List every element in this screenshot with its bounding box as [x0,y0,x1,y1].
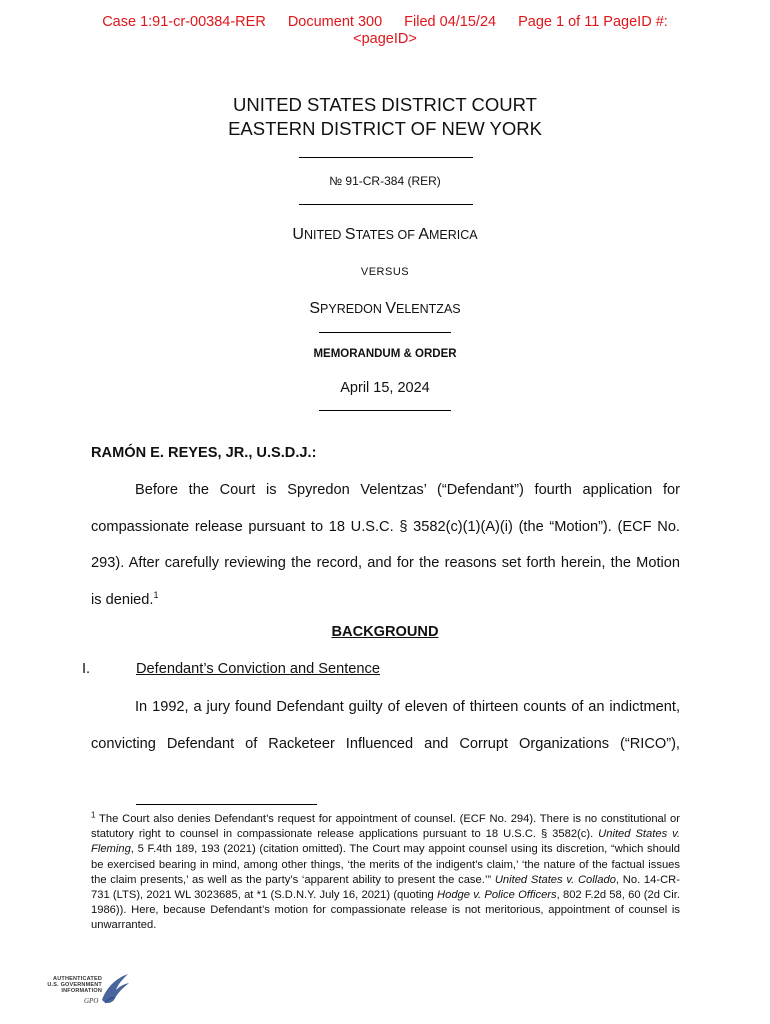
footnote-1: $^1$ The Court also denies Defendant’s request for appointment of counsel. (ECF No. 294). There is no constitutional or statutory right to counsel in compassionate release applications pursuant to 18 U.S.C. § 3582(c). United States v. Fleming, 5 F.4th 189, 193 (2021) (citation omitted). The Court may appoint counsel using its discretion, “which should be exercised bearing in mind, among other things, ‘the merits of the indigent’s claim,’ ‘the nature of the factual issues the claim presents,’ as well as the party’s ‘apparent ability to present the case.’” United States v. Collado, No. 14-CR-731 (LTS), 2021 WL 3023685, at *1 (S.D.N.Y. July 16, 2021) (quoting Hodge v. Police Officers, 802 F.2d 58, 60 (2d Cir. 1986)). Here, because Defendant’s motion for compassionate release is not meritorious, appointment of counsel is unwarranted. [91,810,680,932]
gpo-authentication-seal: AUTHENTICATED U.S. GOVERNMENT INFORMATION GPO [44,968,134,1016]
versus: VERSUS [360,266,410,278]
divider [319,410,451,411]
subsection-number: I. [82,661,91,677]
page-id: <pageID> [353,31,417,47]
filed-date: Filed 04/15/24 [404,14,497,30]
document-number: Document 300 [287,14,383,30]
intro-paragraph [91,472,680,618]
intro-line-4: is denied.$^1$ [91,589,159,608]
gpo-logo: GPO [84,997,99,1005]
filing-header [0,14,770,48]
case-number-header: Case 1:91-cr-00384-RER [102,14,266,30]
divider [319,332,451,333]
para2-line-1: In 1992, a jury found Defendant guilty of eleven of thirteen counts of an indictment, [135,699,680,715]
divider [299,204,473,205]
court-line-1: UNITED STATES DISTRICT COURT [233,94,537,115]
docket-number: № 91-CR-384 (RER) [329,174,441,188]
page-info: Page 1 of 11 PageID #: [518,14,668,30]
court-name [0,93,770,141]
case-citation: United States v. Fleming [91,828,680,856]
footnote-separator [136,804,317,805]
divider [299,157,473,158]
intro-line-2: compassionate release pursuant to 18 U.S.C. § 3582(c)(1)(A)(i) (the “Motion”). (ECF No. [91,518,680,535]
case-citation: Hodge v. Police Officers [437,889,557,902]
case-citation: United States v. Collado [494,873,616,886]
intro-line-1: Before the Court is Spyredon Velentzas’ (“Defendant”) fourth application for [135,482,680,498]
footnote-ref[interactable]: 1 [153,589,159,600]
intro-line-3: 293). After carefully reviewing the record, and for the reasons set forth herein, the Motion [91,555,680,571]
document-title: MEMORANDUM & ORDER [313,348,457,360]
section-heading: BACKGROUND [331,624,439,640]
order-date: April 15, 2024 [340,380,430,396]
plaintiff-name: UNITED STATES OF AMERICA [292,226,478,243]
conviction-paragraph [91,689,680,762]
defendant-name: SPYREDON VELENTZAS [309,300,461,317]
footnote-marker: 1 [91,810,96,820]
subsection-title: Defendant’s Conviction and Sentence [136,661,380,677]
para2-line-2: convicting Defendant of Racketeer Influenced and Corrupt Organizations (“RICO”), [91,735,680,752]
court-line-2: EASTERN DISTRICT OF NEW YORK [228,118,542,139]
eagle-icon [96,970,132,1014]
judge-name: RAMÓN E. REYES, JR., U.S.D.J.: [91,445,317,461]
